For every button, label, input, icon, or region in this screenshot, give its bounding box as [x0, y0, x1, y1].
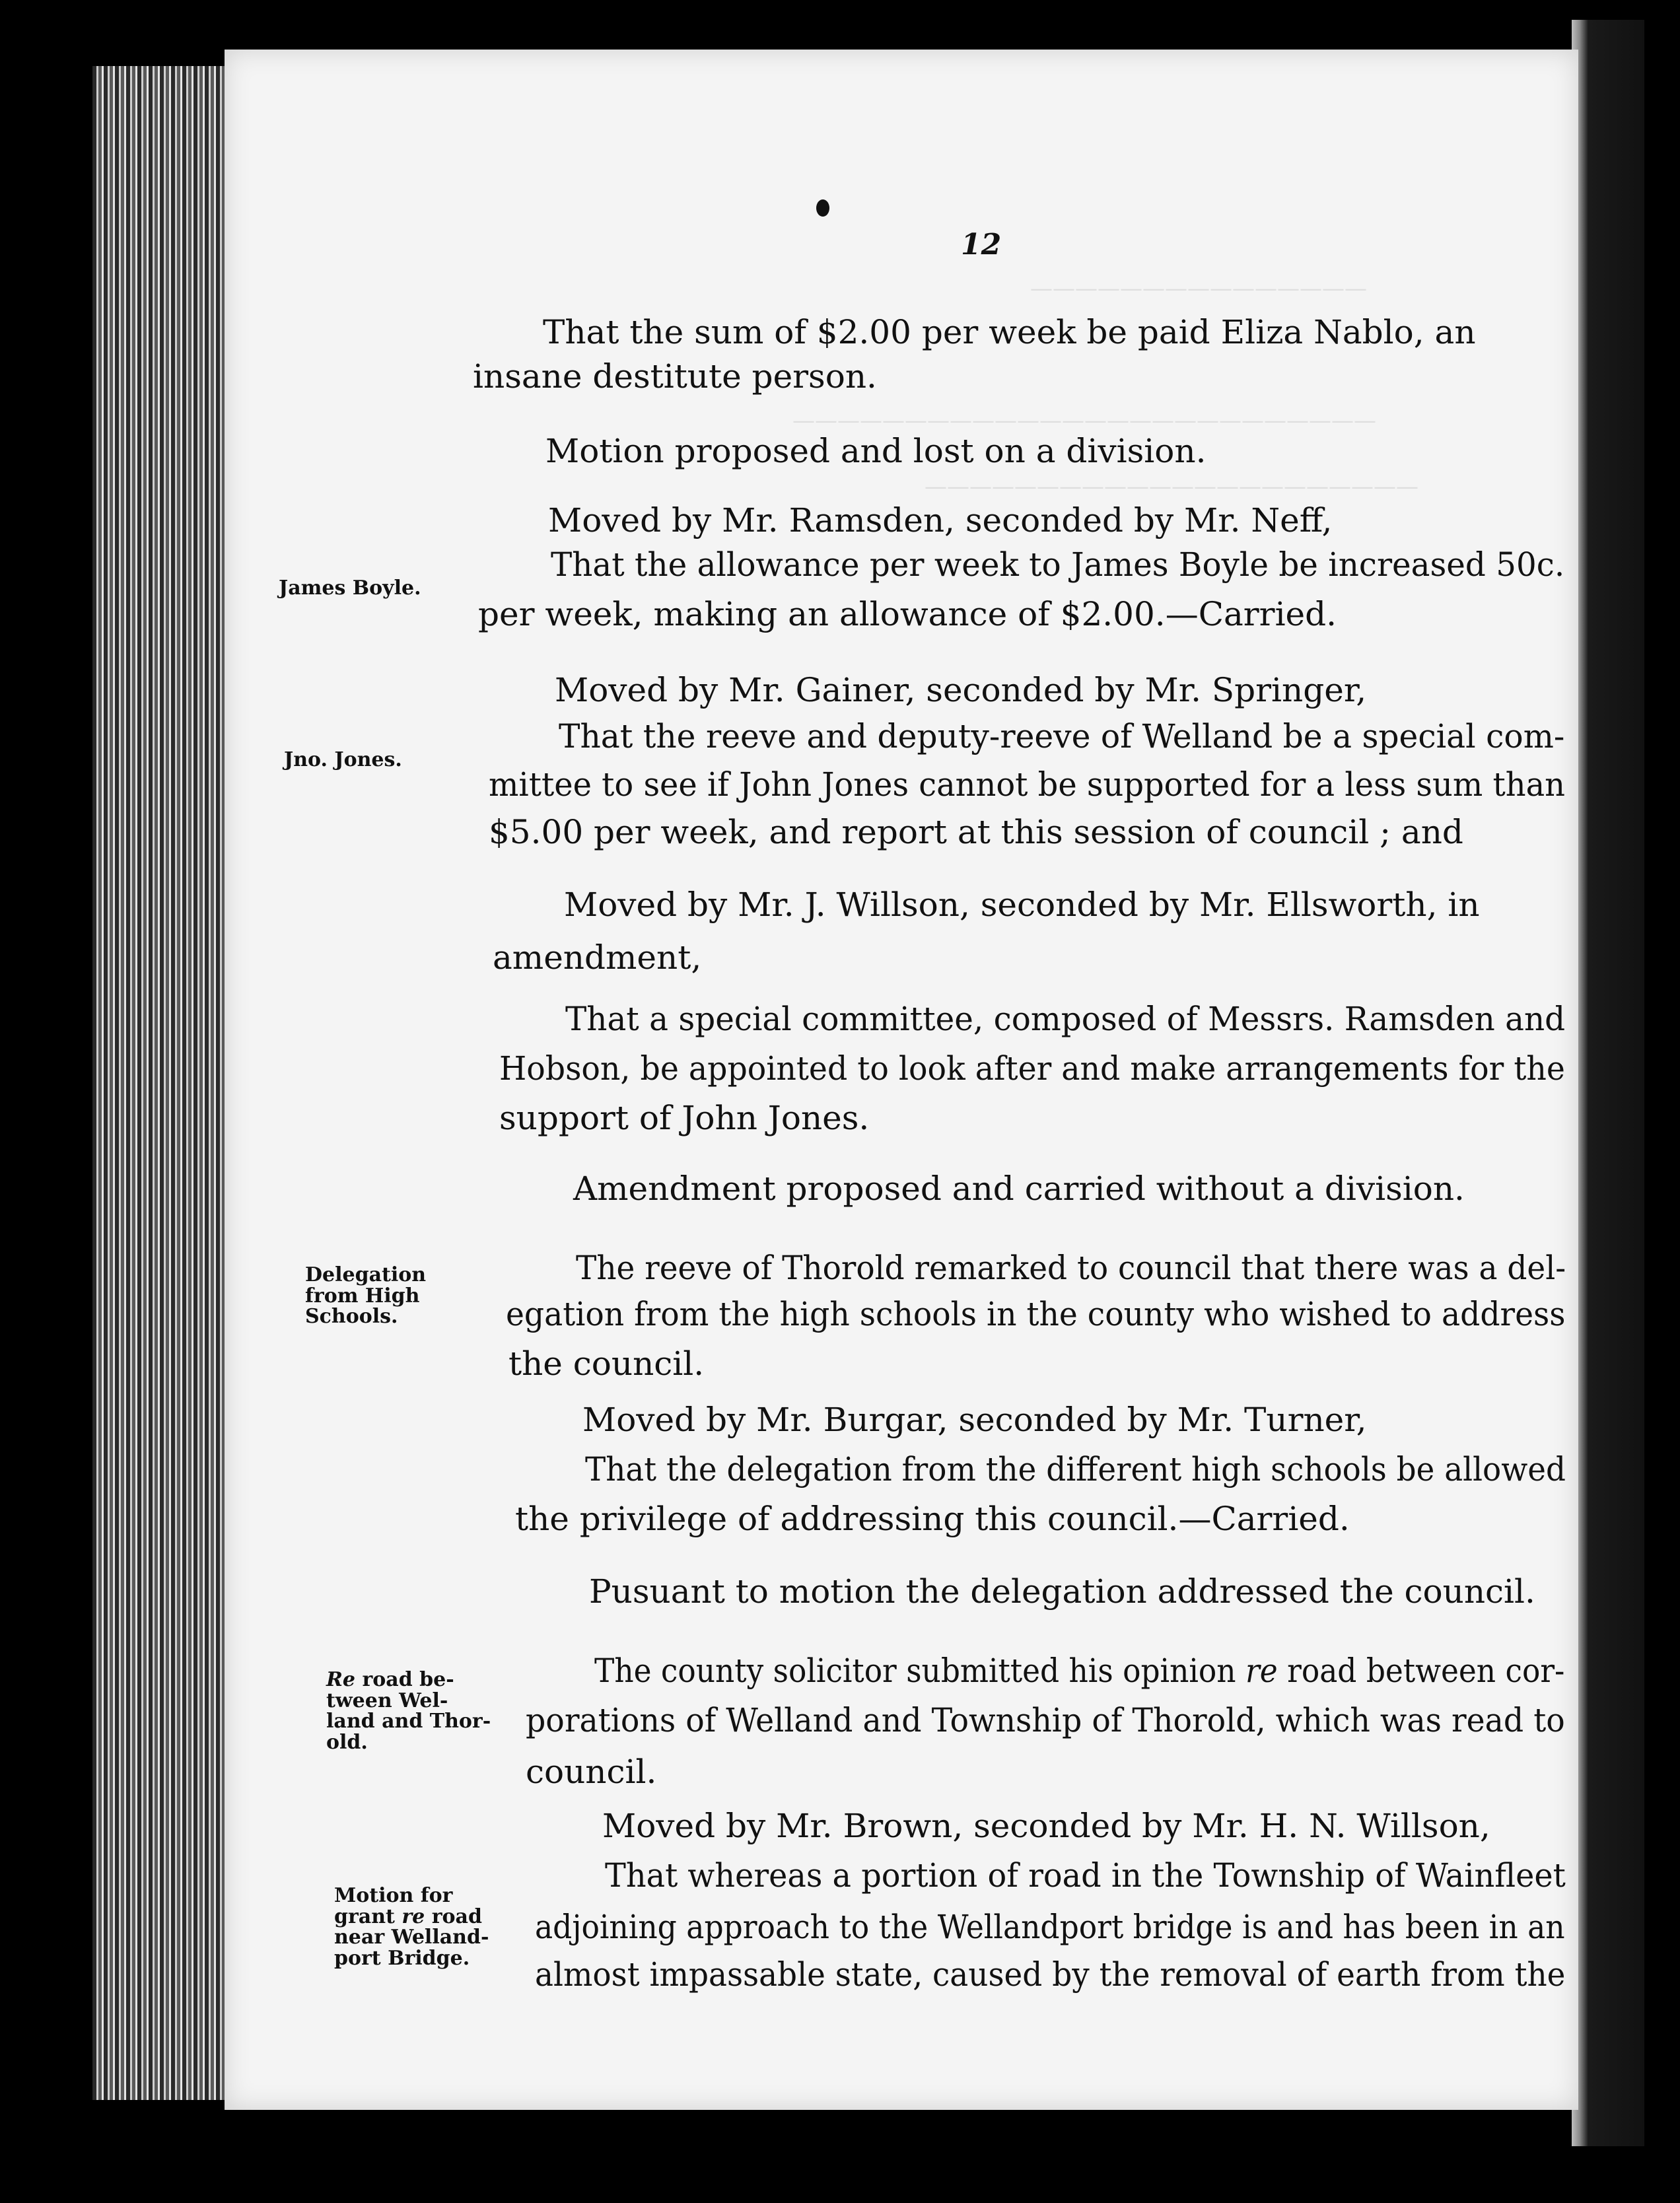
margin-note-line: near Welland- — [334, 1926, 489, 1949]
binding-shadow — [1572, 20, 1644, 2146]
text-line: The reeve of Thorold remarked to council that there was a del- — [576, 1249, 1566, 1287]
text-segment: road between cor- — [1287, 1652, 1565, 1690]
text-line: Amendment proposed and carried without a division. — [573, 1170, 1465, 1208]
margin-note-line — [326, 1669, 491, 1691]
text-line: per week, making an allowance of $2.00.—Carried. — [478, 595, 1337, 633]
margin-note-italic: re — [402, 1905, 425, 1928]
margin-note-line: land and Thor- — [326, 1710, 491, 1733]
text-line: That the delegation from the different high schools be allowed — [585, 1450, 1566, 1488]
text-line: support of John Jones. — [499, 1099, 870, 1137]
text-segment: The county solicitor submitted his opinion — [594, 1652, 1236, 1690]
text-line: That the sum of $2.00 per week be paid Eliza Nablo, an — [543, 313, 1476, 351]
text-line: Pusuant to motion the delegation addressed the council. — [589, 1572, 1535, 1611]
ink-dot — [816, 199, 829, 217]
page-number: 12 — [961, 228, 1002, 262]
text-line: That the reeve and deputy-reeve of Welland be a special com- — [559, 717, 1565, 755]
text-line: That a special committee, composed of Messrs. Ramsden and — [565, 1000, 1566, 1038]
margin-note-jno-jones: Jno. Jones. — [284, 748, 402, 771]
margin-note-segment: road — [431, 1905, 482, 1928]
text-segment-italic: re — [1245, 1652, 1278, 1690]
margin-note-segment: grant — [334, 1905, 395, 1928]
text-line: mittee to see if John Jones cannot be supported for a less sum than — [489, 765, 1565, 804]
text-line: Moved by Mr. Ramsden, seconded by Mr. Neff, — [548, 501, 1333, 540]
margin-note-segment: road be- — [362, 1668, 454, 1691]
margin-note-line: old. — [326, 1730, 368, 1754]
text-line: council. — [526, 1753, 657, 1791]
text-line: Moved by Mr. Burgar, seconded by Mr. Turner, — [582, 1401, 1367, 1439]
text-line: That the allowance per week to James Boyle be increased 50c. — [551, 545, 1565, 584]
text-line: porations of Welland and Township of Thorold, which was read to — [526, 1701, 1565, 1739]
margin-note-re-road — [326, 1669, 491, 1753]
bleed-through: ——————————————— — [1030, 275, 1367, 302]
text-line: amendment, — [493, 938, 702, 977]
text-line: insane destitute person. — [473, 357, 877, 396]
margin-note-line: tween Wel- — [326, 1689, 448, 1712]
margin-note-delegation — [305, 1265, 426, 1327]
margin-note-line: Motion for — [334, 1884, 453, 1907]
margin-note-line — [334, 1906, 489, 1928]
text-line: adjoining approach to the Wellandport bridge is and has been in an — [535, 1908, 1565, 1946]
text-line: the privilege of addressing this council.—Carried. — [515, 1500, 1350, 1538]
page-edges — [92, 66, 231, 2100]
text-line: Motion proposed and lost on a division. — [545, 432, 1207, 470]
bleed-through: —————————————————————————— — [792, 407, 1376, 434]
text-line: the council. — [508, 1345, 705, 1383]
margin-note-italic: Re — [326, 1668, 356, 1691]
text-line: Hobson, be appointed to look after and make arrangements for the — [499, 1049, 1565, 1088]
bleed-through: —————————————————————— — [925, 473, 1418, 500]
text-line: $5.00 per week, and report at this session of council ; and — [489, 813, 1463, 851]
text-line: Moved by Mr. Gainer, seconded by Mr. Springer, — [555, 671, 1367, 709]
margin-note-motion-grant — [334, 1885, 489, 1969]
text-line: Moved by Mr. Brown, seconded by Mr. H. N. Willson, — [602, 1807, 1490, 1845]
margin-note-james-boyle: James Boyle. — [279, 577, 421, 600]
text-line: egation from the high schools in the county who wished to address — [506, 1295, 1566, 1333]
text-line: Moved by Mr. J. Willson, seconded by Mr. Ellsworth, in — [564, 886, 1480, 924]
margin-note-line: port Bridge. — [334, 1946, 470, 1970]
margin-note-line: Schools. — [305, 1305, 398, 1328]
margin-note-line: Delegation — [305, 1263, 427, 1286]
margin-note-line: from High — [305, 1284, 420, 1308]
text-line: That whereas a portion of road in the Township of Wainfleet — [605, 1856, 1566, 1895]
text-line — [594, 1652, 1565, 1690]
text-line: almost impassable state, caused by the removal of earth from the — [535, 1955, 1566, 1994]
